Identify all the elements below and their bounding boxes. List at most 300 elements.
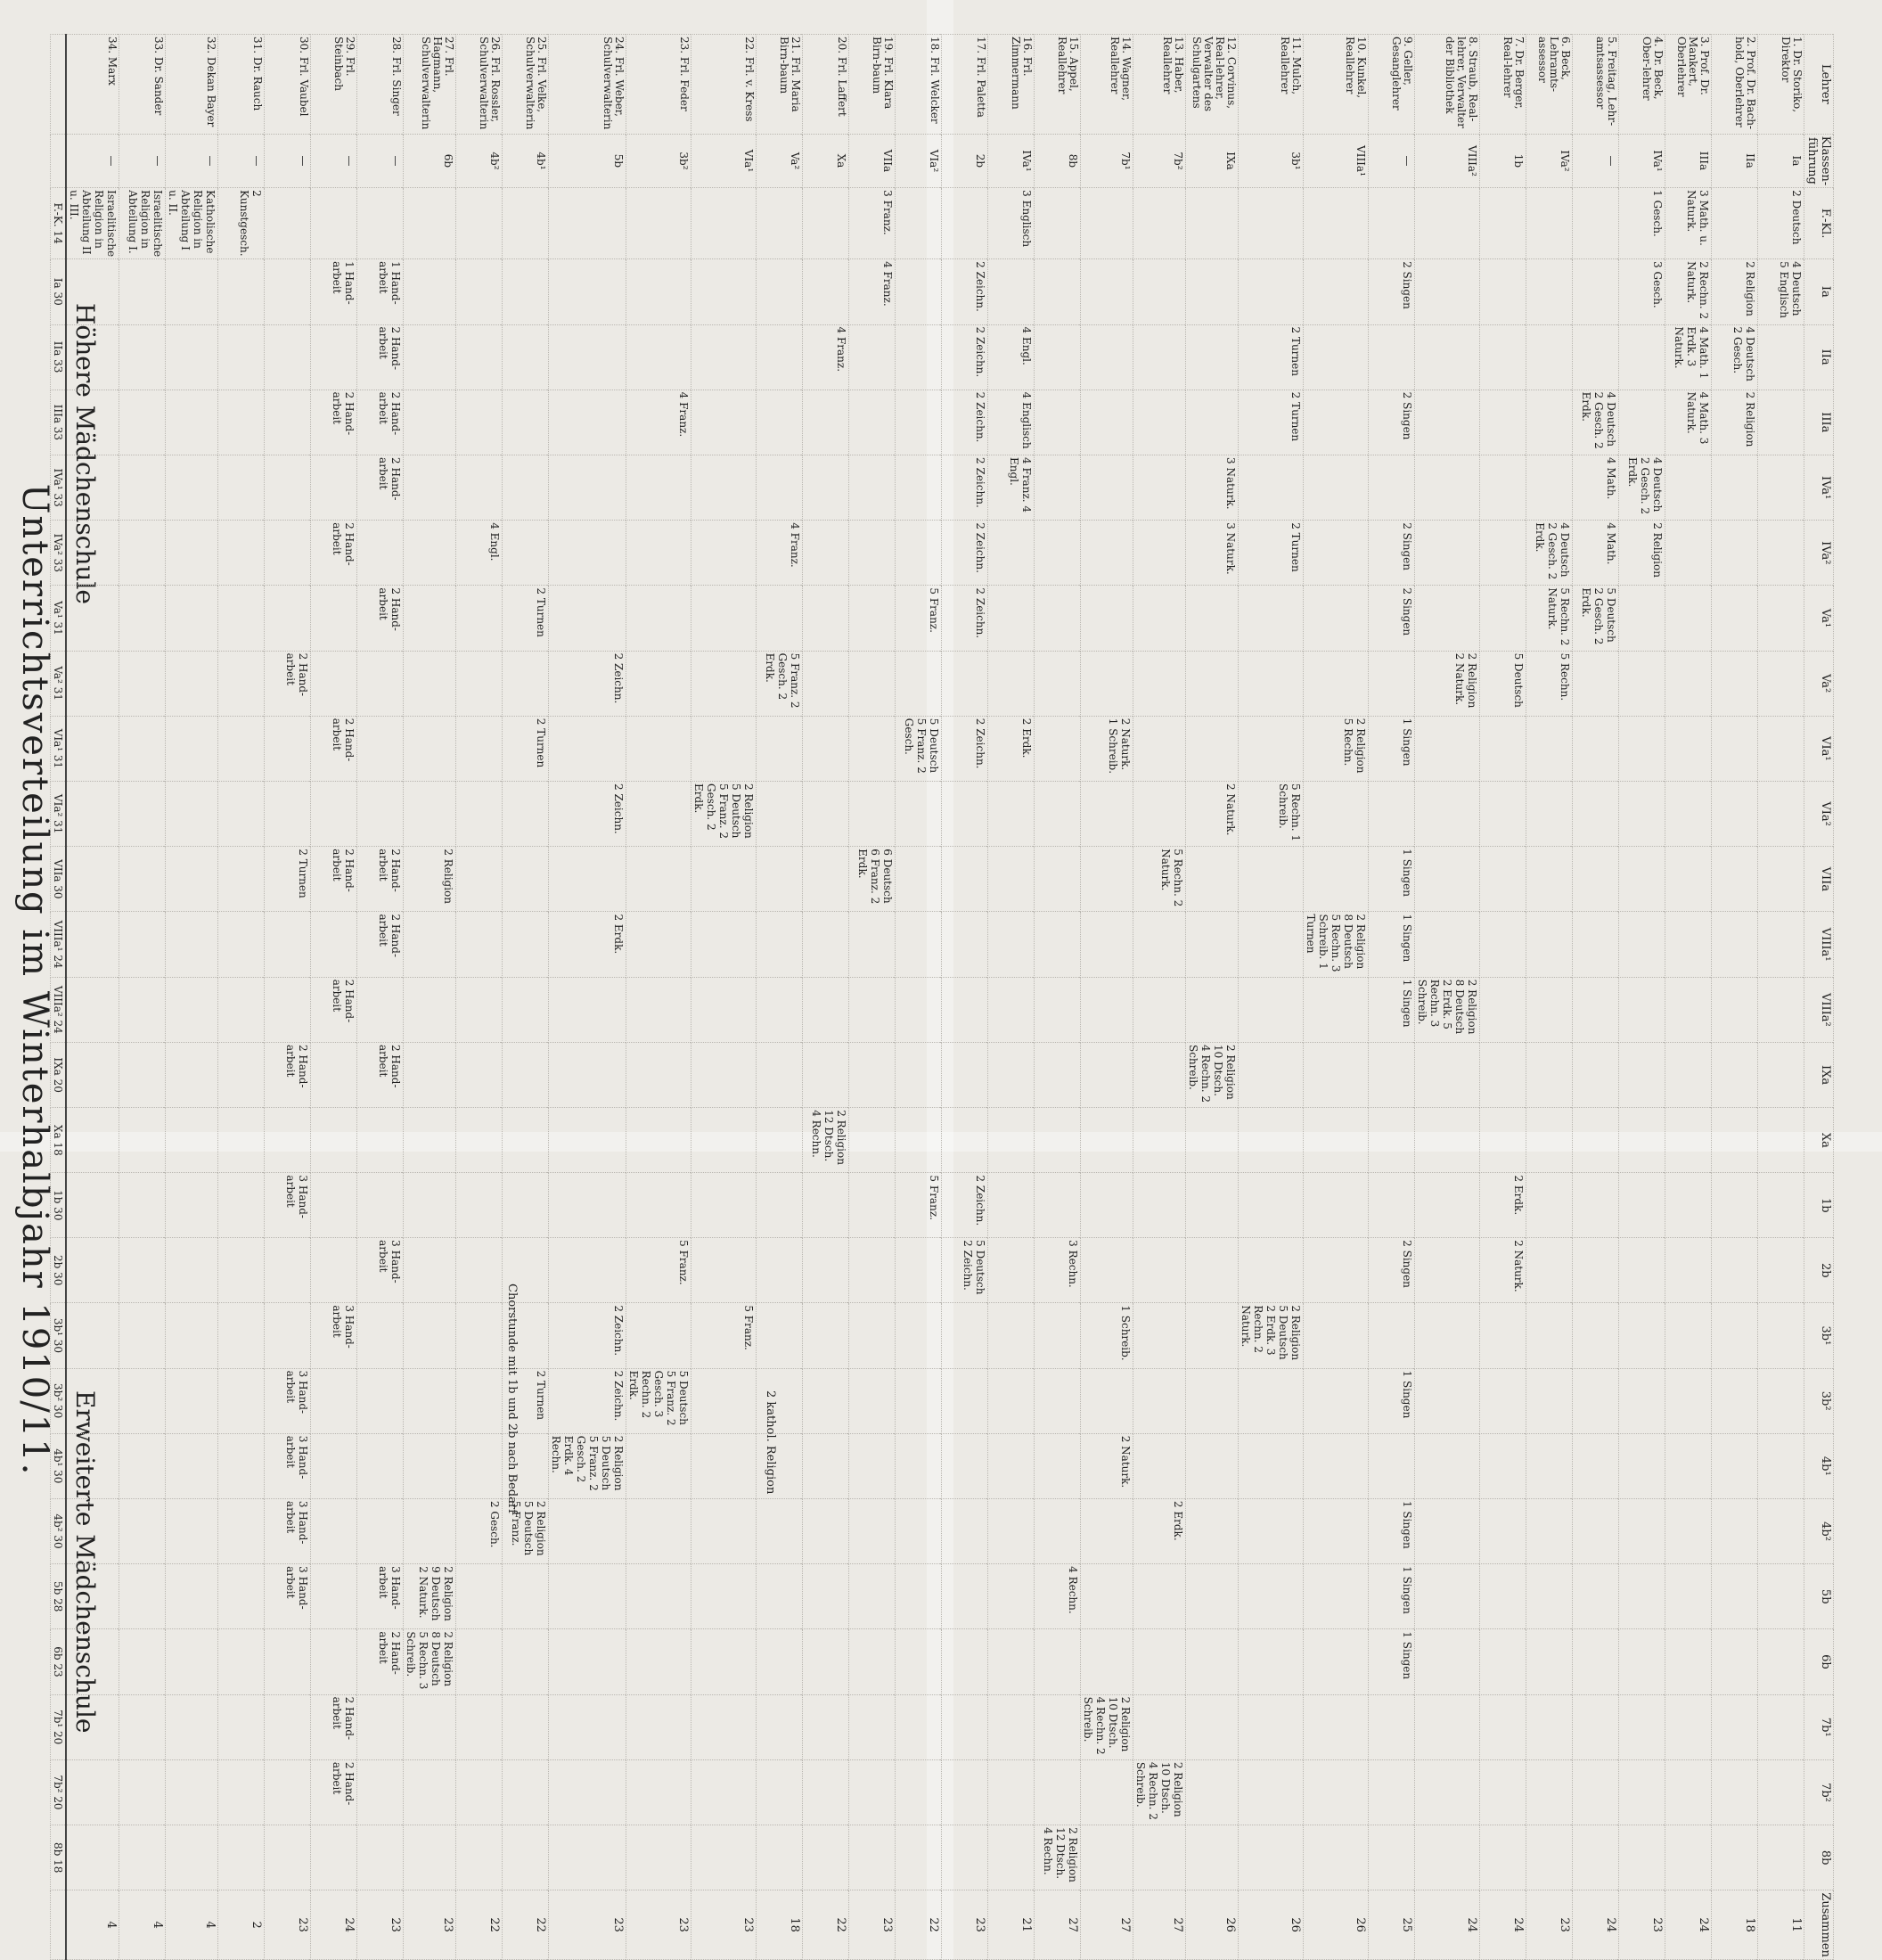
- lesson-cell: [119, 1108, 166, 1173]
- lesson-cell: [691, 390, 757, 455]
- lesson-cell: [1526, 1759, 1573, 1825]
- lesson-cell: [549, 1629, 626, 1694]
- lesson-cell: 2 Singen: [1369, 259, 1415, 324]
- row-total: 23: [404, 1890, 456, 1960]
- lesson-cell: [66, 390, 119, 455]
- lesson-cell: [456, 1825, 503, 1890]
- lesson-cell: [803, 1173, 849, 1238]
- lesson-cell: [1415, 521, 1480, 586]
- lesson-cell: [1712, 1759, 1758, 1825]
- lesson-cell: 4 Rechn.: [1035, 1564, 1081, 1629]
- lesson-cell: [1665, 847, 1712, 912]
- footer-count: 4b¹ 30: [51, 1433, 67, 1498]
- lesson-cell: [503, 847, 549, 912]
- lesson-cell: [311, 1498, 357, 1563]
- lesson-cell: [119, 1498, 166, 1563]
- lesson-cell: [988, 1108, 1035, 1173]
- lesson-cell: 2 Zeichn.: [549, 651, 626, 716]
- lesson-cell: [1665, 1108, 1712, 1173]
- lesson-cell: [1526, 1629, 1573, 1694]
- lesson-cell: 2 Zeichn.: [942, 716, 988, 781]
- lesson-cell: [1239, 586, 1304, 651]
- lesson-cell: [218, 1564, 265, 1629]
- lesson-cell: [803, 912, 849, 977]
- table-row: [404, 35, 456, 1960]
- lesson-cell: [1573, 259, 1619, 324]
- lesson-cell: [503, 782, 549, 847]
- lesson-cell: [626, 651, 691, 716]
- footer-count: 7b² 20: [51, 1759, 67, 1825]
- lesson-cell: [1758, 912, 1804, 977]
- lesson-cell: [1369, 1433, 1415, 1498]
- table-row: [1415, 35, 1480, 1960]
- lesson-cell: [988, 782, 1035, 847]
- lesson-cell: [218, 521, 265, 586]
- lesson-cell: [896, 521, 942, 586]
- lesson-cell: [265, 1759, 311, 1825]
- lesson-cell: [1133, 1368, 1186, 1433]
- lesson-cell: 2 Hand-arbeit: [357, 324, 404, 390]
- footer-count: 8b 18: [51, 1825, 67, 1890]
- table-row: [265, 35, 311, 1960]
- lesson-cell: [1480, 455, 1526, 521]
- lesson-cell: 4 Deutsch 2 Gesch. 2 Erdk.: [1619, 455, 1665, 521]
- lesson-cell: [849, 1433, 896, 1498]
- lesson-cell: [503, 1759, 549, 1825]
- lesson-cell: [1304, 1759, 1369, 1825]
- lesson-cell: [1619, 1433, 1665, 1498]
- row-total: 22: [803, 1890, 849, 1960]
- lesson-cell: [1133, 912, 1186, 977]
- lesson-cell: [66, 455, 119, 521]
- lesson-cell: [1758, 586, 1804, 651]
- lesson-cell: 1 Singen: [1369, 1564, 1415, 1629]
- lesson-cell: [311, 188, 357, 259]
- lesson-cell: [404, 716, 456, 781]
- lesson-cell: [503, 188, 549, 259]
- lesson-cell: 4 Math.: [1573, 521, 1619, 586]
- lesson-cell: [66, 1238, 119, 1303]
- lesson-cell: [1665, 1238, 1712, 1303]
- lesson-cell: [896, 188, 942, 259]
- row-total: 27: [1081, 1890, 1133, 1960]
- column-header-4: IVa¹: [1804, 455, 1834, 521]
- lesson-cell: [1480, 188, 1526, 259]
- lesson-cell: [357, 1368, 404, 1433]
- lesson-cell: 2 Erdk.: [988, 716, 1035, 781]
- footer-count: VIIIa² 24: [51, 977, 67, 1042]
- lesson-cell: [218, 1629, 265, 1694]
- row-total: 22: [503, 1890, 549, 1960]
- lesson-cell: [896, 259, 942, 324]
- lesson-cell: [1619, 847, 1665, 912]
- lesson-cell: [404, 324, 456, 390]
- table-row: [1758, 35, 1804, 1960]
- lesson-cell: [1304, 455, 1369, 521]
- lesson-cell: [1480, 1759, 1526, 1825]
- lesson-cell: [1573, 1498, 1619, 1563]
- lesson-cell: [1526, 188, 1573, 259]
- table-row: [456, 35, 503, 1960]
- lesson-cell: [1239, 1564, 1304, 1629]
- lesson-cell: 2 Hand-arbeit: [265, 1042, 311, 1107]
- lesson-cell: [1081, 1629, 1133, 1694]
- lesson-cell: [265, 1694, 311, 1759]
- lesson-cell: [265, 782, 311, 847]
- class-assignment: —: [218, 134, 265, 187]
- lesson-cell: [66, 259, 119, 324]
- lesson-cell: 6 Deutsch 6 Franz. 2 Erdk.: [849, 847, 896, 912]
- lesson-cell: [1369, 324, 1415, 390]
- lesson-cell: [166, 977, 218, 1042]
- lesson-cell: [404, 977, 456, 1042]
- lesson-cell: [896, 1629, 942, 1694]
- lesson-cell: 2 Religion 5 Deutsch 5 Franz. 2 Gesch. 2 Erdk. 4 Rechn.: [549, 1433, 626, 1498]
- lesson-cell: [757, 912, 803, 977]
- teacher-name: 17. Frl. Paletta: [942, 35, 988, 135]
- lesson-cell: [119, 716, 166, 781]
- footer-count: Va² 31: [51, 651, 67, 716]
- lesson-cell: [1526, 782, 1573, 847]
- lesson-cell: [1186, 324, 1239, 390]
- lesson-cell: [1239, 1759, 1304, 1825]
- teacher-name: 9. Geller, Gesanglehrer: [1369, 35, 1415, 135]
- lesson-cell: [311, 651, 357, 716]
- lesson-cell: [265, 1629, 311, 1694]
- lesson-cell: 2 Religion 10 Dtsch. 4 Rechn. 2 Schreib.: [1081, 1694, 1133, 1759]
- lesson-cell: 2 Erdk.: [1133, 1498, 1186, 1563]
- lesson-cell: [456, 1238, 503, 1303]
- lesson-cell: [166, 1433, 218, 1498]
- lesson-cell: [1526, 716, 1573, 781]
- row-total: 26: [1304, 1890, 1369, 1960]
- lesson-cell: [1712, 1629, 1758, 1694]
- lesson-cell: 2 Religion 2 Naturk.: [1415, 651, 1480, 716]
- lesson-cell: [1758, 1433, 1804, 1498]
- lesson-cell: [1133, 1433, 1186, 1498]
- lesson-cell: [1133, 1825, 1186, 1890]
- lesson-cell: [1480, 324, 1526, 390]
- lesson-cell: [1619, 1564, 1665, 1629]
- lesson-cell: [549, 716, 626, 781]
- lesson-cell: [503, 977, 549, 1042]
- lesson-cell: [1573, 1564, 1619, 1629]
- lesson-cell: 1 Singen: [1369, 1498, 1415, 1563]
- teacher-name: 18. Frl. Welcker: [896, 35, 942, 135]
- lesson-cell: [1304, 324, 1369, 390]
- lesson-cell: [218, 912, 265, 977]
- lesson-cell: [1758, 521, 1804, 586]
- lesson-cell: [218, 1368, 265, 1433]
- lesson-cell: [691, 1564, 757, 1629]
- lesson-cell: [626, 1303, 691, 1368]
- lesson-cell: 2 Religion 8 Deutsch 2 Erdk. 5 Rechn. 3 Schreib.: [1415, 977, 1480, 1042]
- lesson-cell: 4 Franz. 4 Engl.: [988, 455, 1035, 521]
- lesson-cell: [626, 455, 691, 521]
- lesson-cell: 2 Hand-arbeit: [357, 390, 404, 455]
- lesson-cell: [119, 586, 166, 651]
- lesson-cell: [404, 1759, 456, 1825]
- lesson-cell: [803, 455, 849, 521]
- lesson-cell: [988, 1303, 1035, 1368]
- lesson-cell: [1712, 1433, 1758, 1498]
- class-assignment: 3b¹: [1239, 134, 1304, 187]
- lesson-cell: [691, 521, 757, 586]
- lesson-cell: [1758, 716, 1804, 781]
- lesson-cell: [1239, 1108, 1304, 1173]
- lesson-cell: [691, 1759, 757, 1825]
- lesson-cell: [66, 1303, 119, 1368]
- lesson-cell: [404, 259, 456, 324]
- lesson-cell: [1665, 1303, 1712, 1368]
- lesson-cell: [357, 651, 404, 716]
- lesson-cell: [757, 1629, 803, 1694]
- lesson-cell: [691, 716, 757, 781]
- lesson-cell: [1480, 586, 1526, 651]
- lesson-cell: [119, 1759, 166, 1825]
- lesson-cell: [896, 455, 942, 521]
- lesson-cell: [357, 521, 404, 586]
- lesson-cell: 4 Deutsch 2 Gesch. 2 Erdk.: [1573, 390, 1619, 455]
- lesson-cell: [942, 1825, 988, 1890]
- lesson-cell: [119, 912, 166, 977]
- lesson-cell: [1665, 651, 1712, 716]
- lesson-cell: [404, 1498, 456, 1563]
- lesson-cell: [942, 977, 988, 1042]
- lesson-cell: [1035, 455, 1081, 521]
- lesson-cell: [166, 782, 218, 847]
- lesson-cell: [1415, 716, 1480, 781]
- lesson-cell: [849, 1368, 896, 1433]
- lesson-cell: [66, 782, 119, 847]
- lesson-cell: [66, 1433, 119, 1498]
- lesson-cell: [66, 1108, 119, 1173]
- lesson-cell: [1712, 455, 1758, 521]
- lesson-cell: [1133, 1694, 1186, 1759]
- class-assignment: VIIIa¹: [1304, 134, 1369, 187]
- lesson-cell: [357, 1825, 404, 1890]
- lesson-cell: [456, 1108, 503, 1173]
- table-row: [626, 35, 691, 1960]
- lesson-cell: [404, 455, 456, 521]
- row-total: 18: [757, 1890, 803, 1960]
- lesson-cell: [1573, 912, 1619, 977]
- lesson-cell: [942, 1629, 988, 1694]
- lesson-cell: 2 Naturk.: [1186, 782, 1239, 847]
- lesson-cell: [456, 1759, 503, 1825]
- lesson-cell: [357, 1694, 404, 1759]
- lesson-cell: [1480, 1629, 1526, 1694]
- lesson-cell: 2 Hand-arbeit: [357, 586, 404, 651]
- lesson-cell: [1480, 1498, 1526, 1563]
- lesson-cell: [66, 1173, 119, 1238]
- footer-count: Xa 18: [51, 1108, 67, 1173]
- lesson-cell: [1415, 1368, 1480, 1433]
- column-header-20: 4b²: [1804, 1498, 1834, 1563]
- lesson-cell: [1239, 1042, 1304, 1107]
- lesson-cell: [456, 847, 503, 912]
- lesson-cell: [1758, 455, 1804, 521]
- column-header-6: Va¹: [1804, 586, 1834, 651]
- lesson-cell: [1369, 1303, 1415, 1368]
- lesson-cell: [265, 1108, 311, 1173]
- lesson-cell: [896, 1694, 942, 1759]
- lesson-cell: [988, 651, 1035, 716]
- class-assignment: 3b²: [626, 134, 691, 187]
- lesson-cell: 3 Hand-arbeit: [311, 1303, 357, 1368]
- lesson-cell: [1415, 1694, 1480, 1759]
- lesson-cell: [1369, 1759, 1415, 1825]
- lesson-cell: [456, 977, 503, 1042]
- lesson-cell: 4 Franz.: [849, 259, 896, 324]
- lesson-cell: [119, 782, 166, 847]
- lesson-cell: [549, 1498, 626, 1563]
- lesson-cell: [803, 1498, 849, 1563]
- lesson-cell: [66, 521, 119, 586]
- lesson-cell: [988, 586, 1035, 651]
- class-assignment: 1b: [1480, 134, 1526, 187]
- lesson-cell: [1619, 1303, 1665, 1368]
- lesson-cell: [549, 1759, 626, 1825]
- lesson-cell: [265, 586, 311, 651]
- lesson-cell: [1304, 390, 1369, 455]
- lesson-cell: 5 Rechn. 1 Schreib.: [1239, 782, 1304, 847]
- lesson-cell: [988, 977, 1035, 1042]
- lesson-cell: [218, 390, 265, 455]
- lesson-cell: [1573, 1368, 1619, 1433]
- lesson-cell: [691, 1238, 757, 1303]
- lesson-cell: [1133, 782, 1186, 847]
- lesson-cell: [803, 1694, 849, 1759]
- lesson-cell: [404, 390, 456, 455]
- lesson-cell: 2 Erdk.: [549, 912, 626, 977]
- lesson-cell: [1133, 324, 1186, 390]
- lesson-cell: [1480, 1368, 1526, 1433]
- lesson-cell: [1665, 977, 1712, 1042]
- lesson-cell: [626, 1825, 691, 1890]
- lesson-cell: [1619, 324, 1665, 390]
- lesson-cell: [896, 782, 942, 847]
- column-header-9: VIa²: [1804, 782, 1834, 847]
- lesson-cell: 2 Hand-arbeit: [311, 390, 357, 455]
- lesson-cell: [691, 651, 757, 716]
- lesson-cell: [757, 259, 803, 324]
- lesson-cell: [1186, 1759, 1239, 1825]
- teacher-name: 25. Frl. Velke, Schulverwalterin: [503, 35, 549, 135]
- teacher-name: 4. Dr. Beck, Ober-lehrer: [1619, 35, 1665, 135]
- lesson-cell: [849, 1042, 896, 1107]
- lesson-cell: [757, 716, 803, 781]
- lesson-cell: [404, 782, 456, 847]
- lesson-cell: [803, 1825, 849, 1890]
- lesson-cell: 2 Religion 5 Deutsch 2 Erdk. 3 Rechn. 2 Naturk.: [1239, 1303, 1304, 1368]
- lesson-cell: [1133, 716, 1186, 781]
- lesson-cell: [626, 716, 691, 781]
- lesson-cell: [456, 1564, 503, 1629]
- class-assignment: VIIIa²: [1415, 134, 1480, 187]
- lesson-cell: [1081, 455, 1133, 521]
- lesson-cell: [1712, 1825, 1758, 1890]
- lesson-cell: [166, 324, 218, 390]
- lesson-cell: [757, 1173, 803, 1238]
- lesson-cell: [1186, 586, 1239, 651]
- lesson-cell: [1619, 1498, 1665, 1563]
- row-total: 24: [1480, 1890, 1526, 1960]
- lesson-cell: [1186, 847, 1239, 912]
- lesson-cell: [119, 977, 166, 1042]
- lesson-cell: [503, 1629, 549, 1694]
- lesson-cell: [166, 1564, 218, 1629]
- lesson-cell: [1035, 1173, 1081, 1238]
- lesson-cell: [456, 259, 503, 324]
- column-header-7: Va²: [1804, 651, 1834, 716]
- lesson-cell: [549, 1042, 626, 1107]
- table-row: [1480, 35, 1526, 1960]
- lesson-cell: [1619, 912, 1665, 977]
- lesson-cell: 5 Deutsch 5 Franz. 2 Gesch.: [896, 716, 942, 781]
- lesson-cell: [1035, 390, 1081, 455]
- class-assignment: —: [357, 134, 404, 187]
- lesson-cell: [549, 1564, 626, 1629]
- lesson-cell: 3 Naturk.: [1186, 521, 1239, 586]
- lesson-cell: [66, 1825, 119, 1890]
- lesson-cell: [1133, 1173, 1186, 1238]
- lesson-cell: 1 Singen: [1369, 912, 1415, 977]
- lesson-cell: [626, 1433, 691, 1498]
- lesson-cell: [849, 390, 896, 455]
- teacher-name: 31. Dr. Rauch: [218, 35, 265, 135]
- row-total: 23: [1526, 1890, 1573, 1960]
- lesson-cell: 2 Turnen: [1239, 324, 1304, 390]
- row-total: 4: [119, 1890, 166, 1960]
- column-header-17: 3b¹: [1804, 1303, 1834, 1368]
- lesson-cell: [404, 1368, 456, 1433]
- lesson-cell: 4 Franz.: [803, 324, 849, 390]
- lesson-cell: [1369, 1108, 1415, 1173]
- lesson-cell: [1081, 977, 1133, 1042]
- lesson-cell: [626, 259, 691, 324]
- class-assignment: Ia: [1758, 134, 1804, 187]
- lesson-cell: 5 Franz.: [896, 1173, 942, 1238]
- lesson-cell: [1081, 1238, 1133, 1303]
- lesson-cell: [503, 1042, 549, 1107]
- lesson-cell: [1133, 651, 1186, 716]
- class-assignment: VIIa: [849, 134, 896, 187]
- lesson-cell: [1573, 1825, 1619, 1890]
- lesson-cell: [166, 259, 218, 324]
- lesson-cell: [1081, 521, 1133, 586]
- footer-count: 4b² 30: [51, 1498, 67, 1563]
- lesson-cell: [1480, 1825, 1526, 1890]
- lesson-cell: [1035, 1498, 1081, 1563]
- lesson-cell: [1304, 1694, 1369, 1759]
- lesson-cell: [218, 1238, 265, 1303]
- lesson-cell: [1526, 324, 1573, 390]
- lesson-cell: [503, 259, 549, 324]
- teacher-name: 30. Frl. Vaubel: [265, 35, 311, 135]
- lesson-cell: [218, 847, 265, 912]
- lesson-cell: [404, 521, 456, 586]
- lesson-cell: [1035, 716, 1081, 781]
- column-header-3: IIIa: [1804, 390, 1834, 455]
- lesson-cell: [1304, 1498, 1369, 1563]
- lesson-cell: [66, 1759, 119, 1825]
- lesson-cell: [1415, 1433, 1480, 1498]
- lesson-cell: [1480, 521, 1526, 586]
- lesson-cell: [1081, 912, 1133, 977]
- lesson-cell: [803, 1238, 849, 1303]
- lesson-cell: 2 Zeichn.: [549, 782, 626, 847]
